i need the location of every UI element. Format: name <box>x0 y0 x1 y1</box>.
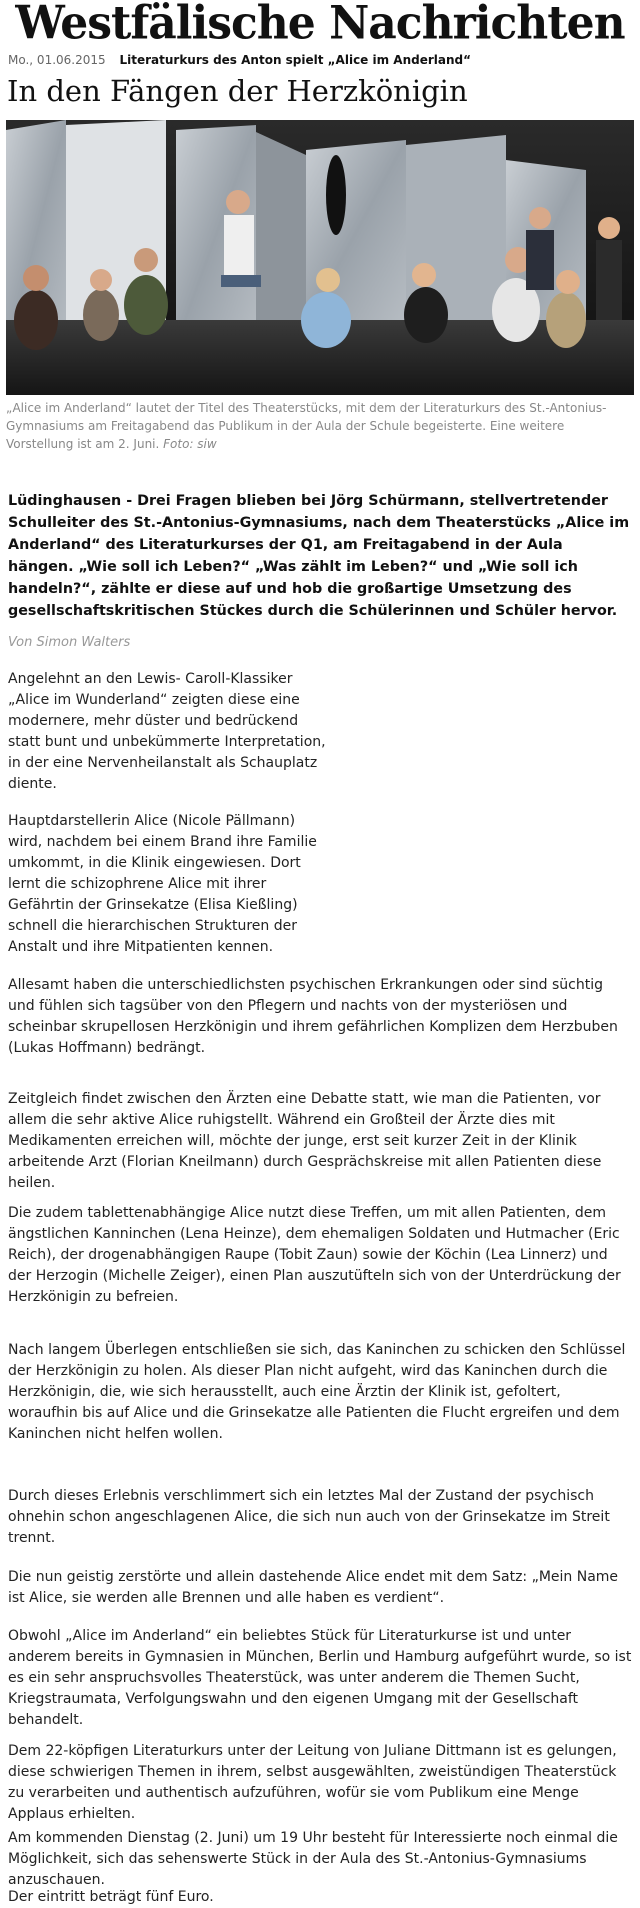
newspaper-logo: Westfälische Nachrichten <box>15 0 625 51</box>
article-meta <box>8 52 632 68</box>
caption-credit: Foto: siw <box>163 437 217 451</box>
body-paragraph: Durch dieses Erlebnis verschlimmert sich ein letztes Mal der Zustand der psychisch ohnehin schon angeschlagenen Alice, die sich nun auch von der Grinsekatze im Streit trennt. <box>8 1488 610 1546</box>
article-lead: Lüdinghausen - Drei Fragen blieben bei Jörg Schürmann, stellvertretender Schulleiter des St.-Antonius-Gymnasiums, nach dem Theaterstücks „Alice im Anderland“ des Literaturkurses der Q1, am Freitagabend in der Aula hängen. „Wie soll ich Leben?“ „Was zählt im Leben?“ und „Wie soll ich handeln?“, zählte er diese auf und hob die großartige Umsetzung des gesellschaftskritischen Stückes durch die Schülerinnen und Schüler hervor. <box>8 493 630 619</box>
article-photo <box>6 120 634 395</box>
body-paragraph: Die zudem tablettenabhängige Alice nutzt diese Treffen, um mit allen Patienten, dem ängstlichen Kanninchen (Lena Heinze), dem ehemaligen Soldaten und Hutmacher (Eric Reich), der drogenabhängigen Raupe (Tobit Zaun) sowie der Köchin (Lea Linnerz) und der Herzogin (Michelle Zeiger), einen Plan auszutüfteln sich von der Unterdrückung der Herzkönigin zu befreien. <box>8 1205 621 1305</box>
body-paragraph: Hauptdarstellerin Alice (Nicole Pällmann) wird, nachdem bei einem Brand ihre Familie umkommt, in die Klinik eingewiesen. Dort lernt die schizophrene Alice mit ihrer Gefährtin der Grinsekatze (Elisa Kießling) schnell die hierarchischen Strukturen der Anstalt und ihre Mitpatienten kennen. <box>8 813 317 955</box>
photo-caption <box>6 399 634 453</box>
masthead <box>0 0 640 50</box>
body-paragraph: Zeitgleich findet zwischen den Ärzten eine Debatte statt, wie man die Patienten, vor allem die sehr aktive Alice ruhigstellt. Während ein Großteil der Ärzte dies mit Medikamenten erreichen will, möchte der junge, erst seit kurzer Zeit in der Klinik arbeitende Arzt (Florian Kneilmann) durch Gesprächskreise mit allen Patienten diese heilen. <box>8 1091 602 1191</box>
body-paragraph: Obwohl „Alice im Anderland“ ein beliebtes Stück für Literaturkurse ist und unter anderem bereits in Gymnasien in München, Berlin und Hamburg aufgeführt wurde, so ist es ein sehr anspruchsvolles Theaterstück, was unter anderem die Themen Sucht, Kriegstraumata, Verfolgungswahn und den eigenen Umgang mit der Gesellschaft behandelt. <box>8 1628 632 1728</box>
article-kicker: Literaturkurs des Anton spielt „Alice im Anderland“ <box>119 53 472 67</box>
body-paragraph: Nach langem Überlegen entschließen sie sich, das Kaninchen zu schicken den Schlüssel der Herzkönigin zu holen. Als dieser Plan nicht aufgeht, wird das Kaninchen durch die Herzkönigin, die, wie sich herausstellt, auch eine Ärztin der Klinik ist, gefoltert, woraufhin bis auf Alice und die Grinsekatze alle Patienten die Flucht ergreifen und dem Kaninchen nicht helfen wollen. <box>8 1342 626 1442</box>
body-paragraph: Am kommenden Dienstag (2. Juni) um 19 Uhr besteht für Interessierte noch einmal die Möglichkeit, sich das sehenswerte Stück in der Aula des St.-Antonius-Gymnasiums anzuschauen. <box>8 1830 618 1888</box>
body-paragraph: Die nun geistig zerstörte und allein dastehende Alice endet mit dem Satz: „Mein Name ist Alice, sie werden alle Brennen und alle haben es verdient“. <box>8 1569 619 1606</box>
theater-scene-illustration <box>6 120 634 395</box>
publish-date: Mo., 01.06.2015 <box>8 53 106 67</box>
article-headline: In den Fängen der Herzkönigin <box>7 74 468 108</box>
body-paragraph: Dem 22-köpfigen Literaturkurs unter der Leitung von Juliane Dittmann ist es gelungen, diese schwierigen Themen in ihrem, selbst ausgewählten, zweistündigen Theaterstück zu verarbeiten und authentisch aufzuführen, wofür sie vom Publikum eine Menge Applaus erhielten. <box>8 1743 617 1822</box>
article-byline: Von Simon Walters <box>8 635 131 650</box>
body-paragraph: Angelehnt an den Lewis- Caroll-Klassiker „Alice im Wunderland“ zeigten diese eine modernere, mehr düster und bedrückend statt bunt und unbekümmerte Interpretation, in der eine Nervenheilanstalt als Schauplatz diente. <box>8 671 326 792</box>
caption-text: „Alice im Anderland“ lautet der Titel des Theaterstücks, mit dem der Literaturkurs des St.-Antonius-Gymnasiums am Freitagabend das Publikum in der Aula der Schule begeisterte. Eine weitere Vorstellung ist am 2. Juni. <box>6 401 607 451</box>
body-paragraph: Der eintritt beträgt fünf Euro. <box>8 1889 214 1905</box>
body-paragraph: Allesamt haben die unterschiedlichsten psychischen Erkrankungen oder sind süchtig und fühlen sich tagsüber von den Pflegern und nachts von der mysteriösen und scheinbar skrupellosen Herzkönigin und ihrem gefährlichen Komplizen dem Herzbuben (Lukas Hoffmann) bedrängt. <box>8 977 618 1056</box>
